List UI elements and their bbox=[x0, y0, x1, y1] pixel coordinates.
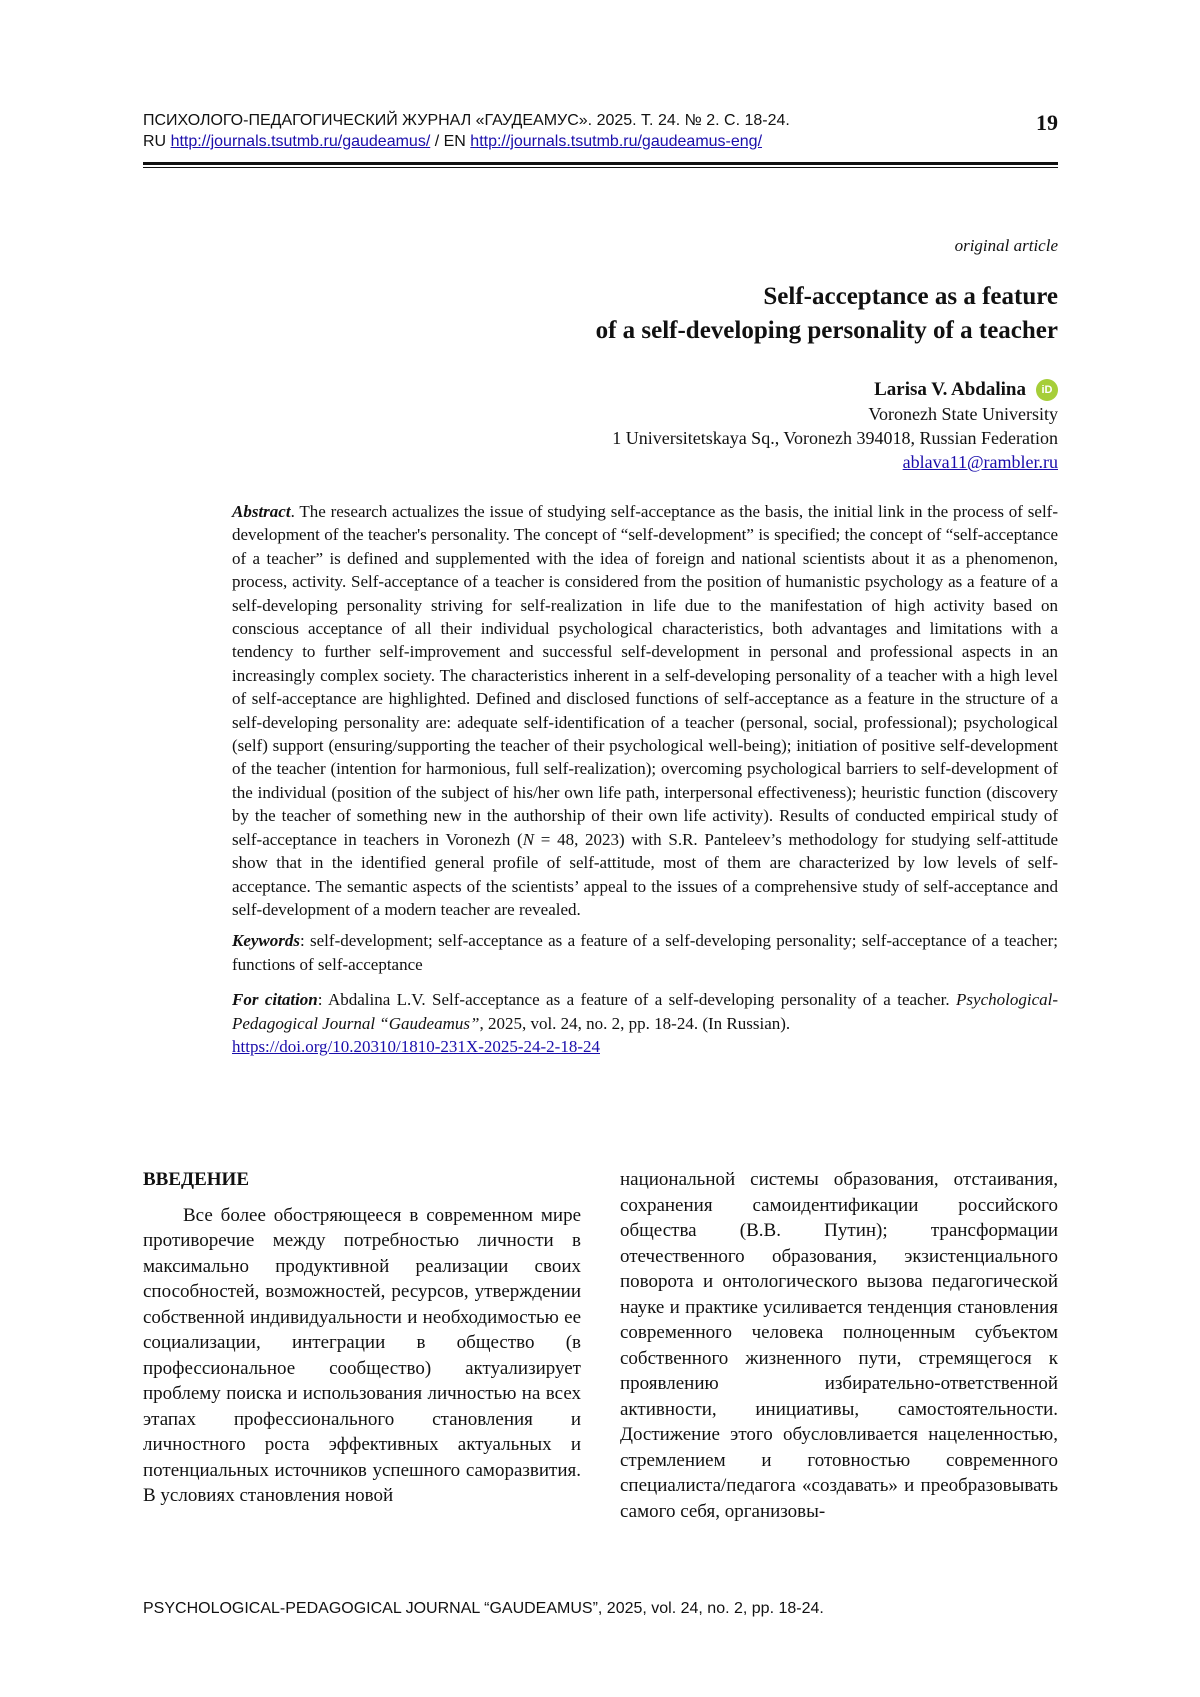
sample-size-symbol: N bbox=[522, 829, 535, 849]
orcid-icon[interactable]: iD bbox=[1036, 379, 1058, 401]
author-block bbox=[612, 377, 1058, 474]
citation-text-1: : Abdalina L.V. Self-acceptance as a feature of a self-developing personality of a teacher. bbox=[317, 990, 957, 1010]
journal-links bbox=[143, 131, 1058, 152]
ru-journal-link[interactable]: http://journals.tsutmb.ru/gaudeamus/ bbox=[170, 133, 431, 150]
author-name: Larisa V. Abdalina bbox=[874, 379, 1026, 400]
keywords-text: : self-development; self-acceptance as a feature of a self-developing personality; self-acceptance of a teacher; functions of self-acceptance bbox=[232, 931, 1058, 974]
citation-label: For citation bbox=[232, 990, 318, 1010]
running-header bbox=[143, 110, 1058, 152]
body-paragraph-right: национальной системы образования, отстаивания, сохранения самоидентификации российского общества (В.В. Путин); трансформации отечественного образования, экзистенциального поворота и онтологического вызова педагогической науке и практике усиливается тенденция становления современного человека полноценным субъектом собственного жизненного пути, стремящегося к проявлению избирательно-ответственной активности, инициативы, самостоятельности. Достижение этого обусловливается нацеленностью, стремлением и готовностью современного специалиста/педагога «создавать» и преобразовывать самого себя, организовы- bbox=[620, 1169, 1058, 1522]
keywords-paragraph bbox=[232, 929, 1058, 976]
doi-link[interactable]: https://doi.org/10.20310/1810-231X-2025-24-2-18-24 bbox=[232, 1036, 600, 1056]
link-separator: / bbox=[430, 133, 444, 150]
en-journal-link[interactable]: http://journals.tsutmb.ru/gaudeamus-eng/ bbox=[470, 133, 763, 150]
header-rule-thin bbox=[143, 167, 1058, 168]
abstract-label: Abstract bbox=[232, 502, 291, 521]
abstract-text-1: . The research actualizes the issue of studying self-acceptance as the basis, the initial link in the process of self-development of the teacher's personality. The concept of “self-development” is specified; the concept of “self-acceptance of a teacher” is defined and supplemented with the idea of foreign and national scientists about it as a phenomenon, process, activity. Self-acceptance of a teacher is considered from the position of humanistic psychology as a feature of a self-developing personality striving for self-realization in life due to the manifestation of high activity based on conscious acceptance of all their individual psychological characteristics, both advantages and limitations with a tendency to further self-improvement and successful self-development in personal and professional aspects in an increasingly complex society. The characteristics inherent in a self-developing personality of a teacher with a high level of self-acceptance are highlighted. Defined and disclosed functions of self-acceptance as a feature in the structure of a self-developing personality are: adequate self-identification of a teacher (personal, social, professional); psychological (self) support (ensuring/supporting the teacher of their psychological well-being); initiation of positive self-development of the teacher (intention for harmonious, full self-realization); overcoming psychological barriers to self-development of the individual (position of the subject of his/her own life path, interpersonal effectiveness); heuristic function (discovery by the teacher of something new in the authorship of their own life activity). Results of conducted empirical study of self-acceptance in teachers in Voronezh ( bbox=[232, 502, 1058, 849]
abstract-text-2: = 48, 2023) with S.R. Panteleev’s methodology for studying self-attitude show that in the identified general profile of self-attitude, most of them are characterized by low levels of self-acceptance. The semantic aspects of the scientists’ appeal to the issues of a comprehensive study of self-acceptance and self-development of a modern teacher are revealed. bbox=[232, 829, 1058, 919]
address: 1 Universitetskaya Sq., Voronezh 394018, Russian Federation bbox=[612, 428, 1058, 448]
citation-paragraph bbox=[232, 988, 1058, 1058]
section-heading: ВВЕДЕНИЕ bbox=[143, 1169, 249, 1190]
article-type: original article bbox=[954, 236, 1058, 255]
body-column-left bbox=[143, 1167, 581, 1509]
journal-line: ПСИХОЛОГО-ПЕДАГОГИЧЕСКИЙ ЖУРНАЛ «ГАУДЕАМУС». 2025. Т. 24. № 2. С. 18-24. bbox=[143, 112, 790, 129]
running-footer: PSYCHOLOGICAL-PEDAGOGICAL JOURNAL “GAUDEAMUS”, 2025, vol. 24, no. 2, pp. 18-24. bbox=[143, 1600, 824, 1617]
title-line-1: Self-acceptance as a feature bbox=[763, 283, 1058, 310]
affiliation: Voronezh State University bbox=[868, 404, 1058, 424]
header-rule-thick bbox=[143, 162, 1058, 165]
abstract-paragraph bbox=[232, 500, 1058, 921]
body-column-right bbox=[620, 1167, 1058, 1524]
body-paragraph-left: Все более обостряющееся в современном мире противоречие между потребностью личности в максимально продуктивной реализации своих способностей, возможностей, ресурсов, утверждении собственной индивидуальности и необходимостью ее социализации, интеграции в общество (в профессиональное сообщество) актуализирует проблему поиска и использования личностью на всех этапах профессионального становления и личностного роста эффективных актуальных и потенциальных источников успешного саморазвития. В условиях становления новой bbox=[143, 1204, 581, 1506]
ru-label: RU bbox=[143, 133, 167, 150]
page-number: 19 bbox=[1036, 110, 1058, 135]
keywords-label: Keywords bbox=[232, 931, 300, 951]
citation-text-2: , 2025, vol. 24, no. 2, pp. 18-24. (In Russian). bbox=[479, 1013, 791, 1033]
author-line bbox=[612, 377, 1058, 402]
author-email-link[interactable]: ablava11@rambler.ru bbox=[902, 452, 1058, 472]
abstract-section bbox=[232, 500, 1058, 1066]
en-label: EN bbox=[443, 133, 466, 150]
title-line-2: of a self-developing personality of a teacher bbox=[595, 317, 1058, 344]
citation-journal: Psychological-Pedagogical Journal “Gaudeamus” bbox=[232, 990, 1058, 1033]
article-title bbox=[596, 280, 1058, 348]
